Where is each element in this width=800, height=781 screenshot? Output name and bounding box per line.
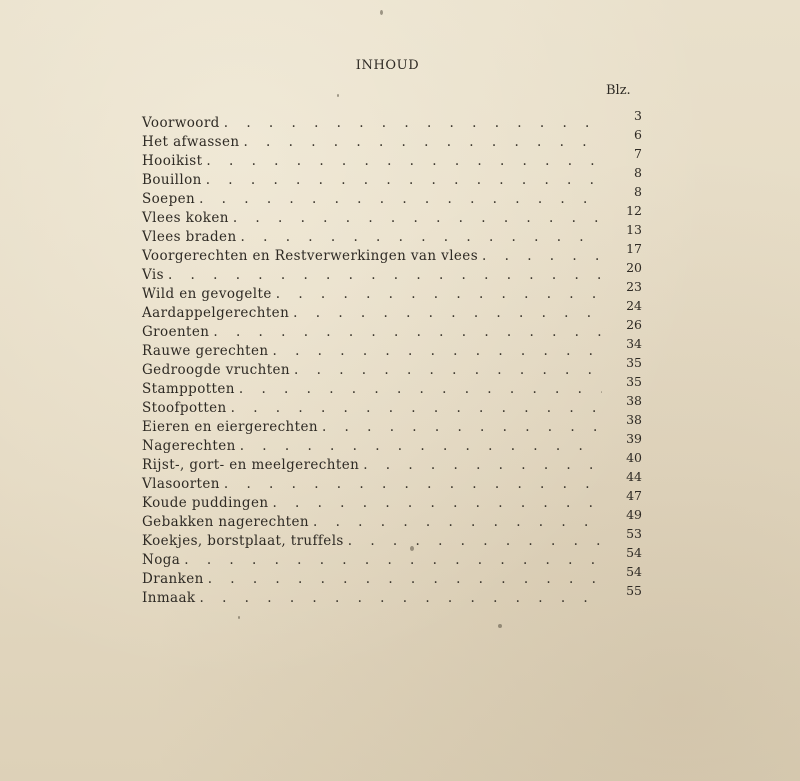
toc-entry [142, 260, 642, 285]
dot-leader [233, 209, 602, 228]
toc-entry [142, 203, 642, 228]
toc-entry-title: Gebakken nagerechten [142, 514, 309, 530]
paper-speck [498, 624, 502, 628]
toc-page-number: 7 [634, 146, 642, 161]
toc-page-number: 54 [626, 545, 642, 560]
toc-entry [142, 583, 642, 608]
toc-entry [142, 355, 642, 380]
dot-leader [184, 551, 602, 570]
dot-leader [273, 342, 603, 361]
toc-entry [142, 108, 642, 133]
dot-leader [363, 456, 602, 475]
toc-entry [142, 184, 642, 209]
dot-leader [482, 247, 602, 266]
toc-entry-title: Koekjes, borstplaat, truffels [142, 533, 344, 549]
toc-page-number: 35 [626, 374, 642, 389]
toc-entry-title: Groenten [142, 324, 210, 340]
dot-leader [224, 114, 602, 133]
toc-entry-line [142, 247, 602, 266]
toc-entry [142, 564, 642, 589]
toc-entry [142, 526, 642, 551]
toc-entry-title: Rauwe gerechten [142, 343, 269, 359]
toc-entry-title: Noga [142, 552, 181, 568]
toc-page-number: 44 [626, 469, 642, 484]
toc-page-number: 12 [626, 203, 642, 218]
toc-entry-line [142, 380, 602, 399]
toc-page-number: 23 [626, 279, 642, 294]
dot-leader [241, 228, 602, 247]
dot-leader [224, 475, 602, 494]
dot-leader [206, 152, 602, 171]
paper-speck [380, 10, 383, 15]
dot-leader [199, 190, 602, 209]
toc-page-number: 3 [634, 108, 642, 123]
toc-entry-line [142, 513, 602, 532]
toc-page-number: 49 [626, 507, 642, 522]
toc-page-number: 53 [626, 526, 642, 541]
toc-entry-title: Vlees koken [142, 210, 229, 226]
dot-leader [322, 418, 602, 437]
dot-leader [313, 513, 602, 532]
toc-page-number: 47 [626, 488, 642, 503]
toc-page-number: 39 [626, 431, 642, 446]
toc-entry-title: Bouillon [142, 172, 202, 188]
toc-entry [142, 469, 642, 494]
toc-page-number: 8 [634, 165, 642, 180]
dot-leader [213, 323, 602, 342]
toc-entry-title: Voorwoord [142, 115, 220, 131]
toc-entry [142, 298, 642, 323]
toc-entry [142, 412, 642, 437]
toc-entry [142, 507, 642, 532]
toc-page-number: 17 [626, 241, 642, 256]
toc-entry-line [142, 114, 602, 133]
toc-entry-line [142, 494, 602, 513]
toc-entry [142, 393, 642, 418]
toc-entry-line [142, 228, 602, 247]
page-title: INHOUD [355, 58, 420, 73]
toc-entry [142, 317, 642, 342]
dot-leader [206, 171, 602, 190]
toc-entry-title: Nagerechten [142, 438, 236, 454]
toc-entry-line [142, 399, 602, 418]
toc-entry-title: Vlees braden [142, 229, 237, 245]
page-column-header: Blz. [606, 83, 631, 98]
dot-leader [293, 304, 602, 323]
toc-entry [142, 146, 642, 171]
toc-entry-title: Eieren en eiergerechten [142, 419, 318, 435]
dot-leader [272, 494, 602, 513]
toc-entry-title: Koude puddingen [142, 495, 269, 511]
toc-entry-title: Soepen [142, 191, 196, 207]
dot-leader [208, 570, 602, 589]
toc-page-number: 8 [634, 184, 642, 199]
toc-page-number: 20 [626, 260, 642, 275]
toc-entry-title: Hooikist [142, 153, 203, 169]
toc-entry [142, 222, 642, 247]
toc-entry-line [142, 285, 602, 304]
toc-page-number: 38 [626, 412, 642, 427]
toc-entry-title: Stoofpotten [142, 400, 227, 416]
toc-page-number: 55 [626, 583, 642, 598]
dot-leader [168, 266, 602, 285]
dot-leader [231, 399, 602, 418]
toc-entry-title: Inmaak [142, 590, 196, 606]
dot-leader [276, 285, 602, 304]
toc-entry [142, 374, 642, 399]
toc-page-number: 6 [634, 127, 642, 142]
toc-entry-line [142, 266, 602, 285]
toc-page-number: 54 [626, 564, 642, 579]
toc-entry [142, 450, 642, 475]
toc-entry [142, 279, 642, 304]
toc-page-number: 26 [626, 317, 642, 332]
paper-speck [238, 616, 240, 619]
toc-entry-line [142, 437, 602, 456]
dot-leader [239, 380, 602, 399]
toc-entry-title: Dranken [142, 571, 204, 587]
toc-entry [142, 336, 642, 361]
table-of-contents [142, 108, 642, 608]
dot-leader [348, 532, 602, 551]
toc-page-number: 34 [626, 336, 642, 351]
toc-entry-line [142, 342, 602, 361]
toc-entry [142, 165, 642, 190]
toc-page-number: 24 [626, 298, 642, 313]
paper-speck [337, 94, 339, 97]
toc-entry-title: Voorgerechten en Restverwerkingen van vlees [142, 248, 479, 264]
toc-entry-title: Stamppotten [142, 381, 235, 397]
toc-entry-title: Gedroogde vruchten [142, 362, 291, 378]
toc-entry-line [142, 323, 602, 342]
toc-entry-title: Vlasoorten [142, 476, 220, 492]
toc-entry-title: Aardappelgerechten [142, 305, 290, 321]
toc-entry-title: Het afwassen [142, 134, 240, 150]
toc-entry-title: Vis [142, 267, 164, 283]
toc-page-number: 40 [626, 450, 642, 465]
toc-entry-line [142, 304, 602, 323]
toc-entry-line [142, 418, 602, 437]
toc-page-number: 38 [626, 393, 642, 408]
toc-entry [142, 545, 642, 570]
dot-leader [240, 437, 602, 456]
toc-entry [142, 488, 642, 513]
toc-entry-line [142, 589, 602, 608]
toc-entry-line [142, 133, 602, 152]
dot-leader [294, 361, 602, 380]
toc-page-number: 13 [626, 222, 642, 237]
toc-entry [142, 241, 642, 266]
toc-entry-line [142, 475, 602, 494]
toc-entry-line [142, 532, 602, 551]
toc-entry-line [142, 551, 602, 570]
toc-page-number: 35 [626, 355, 642, 370]
toc-entry-title: Rijst-, gort- en meelgerechten [142, 457, 360, 473]
toc-entry-line [142, 361, 602, 380]
toc-entry-line [142, 152, 602, 171]
toc-entry-line [142, 456, 602, 475]
toc-entry-line [142, 209, 602, 228]
toc-entry-line [142, 570, 602, 589]
toc-entry-line [142, 171, 602, 190]
toc-entry-title: Wild en gevogelte [142, 286, 272, 302]
toc-entry-line [142, 190, 602, 209]
dot-leader [243, 133, 602, 152]
dot-leader [200, 589, 602, 608]
toc-entry [142, 127, 642, 152]
toc-entry [142, 431, 642, 456]
